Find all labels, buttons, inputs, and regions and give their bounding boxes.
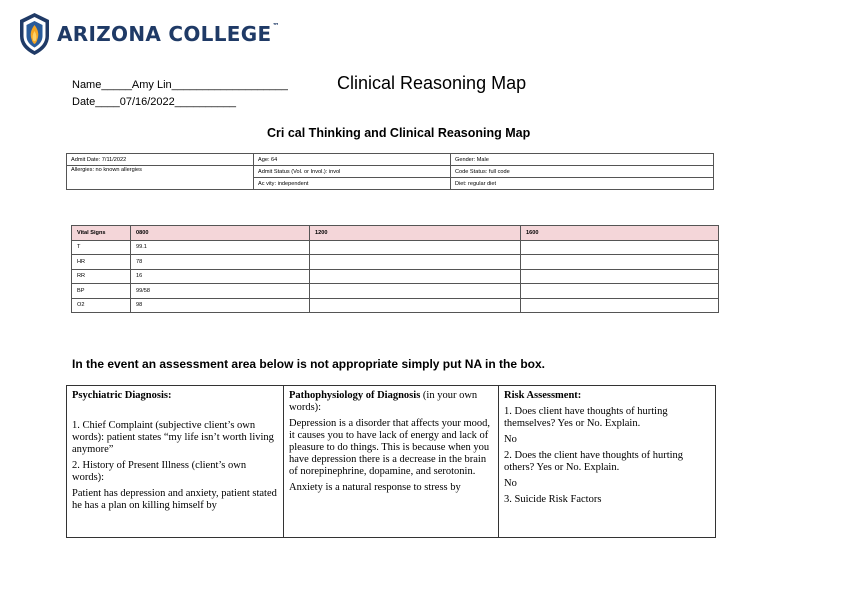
vital-value: 99.1 bbox=[131, 240, 310, 255]
vital-value bbox=[521, 255, 719, 270]
vital-value: 16 bbox=[131, 269, 310, 284]
risk-answer-2: No bbox=[504, 478, 517, 489]
vital-value bbox=[521, 240, 719, 255]
vitals-header-cell: 1600 bbox=[521, 226, 719, 241]
logo-wordmark: ARIZONA COLLEGE™ bbox=[57, 22, 280, 46]
age-cell: Age: 64 bbox=[254, 154, 451, 166]
date-field: Date____07/16/2022__________ bbox=[72, 96, 236, 108]
table-row bbox=[72, 298, 719, 313]
activity-cell: Ac vity: independent bbox=[254, 178, 451, 190]
patho-heading: Pathophysiology of Diagnosis (in your own words): bbox=[289, 390, 478, 413]
risk-assessment-column bbox=[498, 386, 714, 537]
table-row bbox=[72, 269, 719, 284]
vital-label: RR bbox=[72, 269, 131, 284]
vital-value bbox=[310, 240, 521, 255]
vital-label: O2 bbox=[72, 298, 131, 313]
risk-heading: Risk Assessment: bbox=[504, 390, 582, 401]
vital-value bbox=[310, 298, 521, 313]
vitals-header-cell: Vital Signs bbox=[72, 226, 131, 241]
vital-value bbox=[521, 284, 719, 299]
admit-date-cell: Admit Date: 7/11/2022 bbox=[67, 154, 254, 166]
pathophysiology-column bbox=[283, 386, 498, 537]
risk-question-3: 3. Suicide Risk Factors bbox=[504, 494, 602, 505]
risk-answer-1: No bbox=[504, 434, 517, 445]
risk-question-1: 1. Does client have thoughts of hurting themselves? Yes or No. Explain. bbox=[504, 406, 668, 429]
vital-value bbox=[310, 269, 521, 284]
vital-label: BP bbox=[72, 284, 131, 299]
vital-value: 78 bbox=[131, 255, 310, 270]
info-row bbox=[67, 154, 714, 166]
vital-value: 98 bbox=[131, 298, 310, 313]
vitals-header-cell: 1200 bbox=[310, 226, 521, 241]
patient-info-table bbox=[66, 153, 714, 190]
psych-heading: Psychiatric Diagnosis: bbox=[72, 390, 172, 401]
patho-anxiety: Anxiety is a natural response to stress by bbox=[289, 482, 461, 493]
psychiatric-diagnosis-column bbox=[67, 386, 283, 537]
patho-depression: Depression is a disorder that affects your mood, it causes you to have lack of energy and lack of pleasure to do things. This is because when you have depression there is a decrease in the brain of norepinephrine, dopamine, and serotonin. bbox=[289, 418, 491, 477]
vital-label: HR bbox=[72, 255, 131, 270]
vital-label: T bbox=[72, 240, 131, 255]
chief-complaint: 1. Chief Complaint (subjective client’s own words): patient states “my life isn’t worth living anymore” bbox=[72, 420, 274, 455]
vital-signs-table bbox=[71, 225, 719, 313]
page-title: Clinical Reasoning Map bbox=[337, 73, 527, 93]
vital-value bbox=[521, 298, 719, 313]
instruction-note: In the event an assessment area below is not appropriate simply put NA in the box. bbox=[72, 357, 545, 371]
table-row bbox=[72, 255, 719, 270]
code-status-cell: Code Status: full code bbox=[451, 166, 714, 178]
diet-cell: Diet: regular diet bbox=[451, 178, 714, 190]
vital-value: 99/58 bbox=[131, 284, 310, 299]
allergies-cell: Allergies: no known allergies bbox=[67, 166, 254, 190]
admit-status-cell: Admit Status (Vol. or Invol.): invol bbox=[254, 166, 451, 178]
name-field: Name_____Amy Lin___________________ bbox=[72, 79, 288, 91]
table-row bbox=[72, 240, 719, 255]
history-text: Patient has depression and anxiety, patient stated he has a plan on killing himself by bbox=[72, 488, 277, 511]
arizona-college-logo bbox=[18, 12, 280, 56]
gender-cell: Gender: Male bbox=[451, 154, 714, 166]
vital-value bbox=[310, 255, 521, 270]
vitals-header-row bbox=[72, 226, 719, 241]
vital-value bbox=[310, 284, 521, 299]
risk-question-2: 2. Does the client have thoughts of hurting others? Yes or No. Explain. bbox=[504, 450, 684, 473]
table-row bbox=[72, 284, 719, 299]
info-row bbox=[67, 166, 714, 178]
map-subtitle: Cri cal Thinking and Clinical Reasoning Map bbox=[267, 126, 531, 140]
vitals-header-cell: 0800 bbox=[131, 226, 310, 241]
shield-flame-icon bbox=[18, 12, 51, 56]
vital-value bbox=[521, 269, 719, 284]
assessment-table bbox=[66, 385, 716, 538]
history-label: 2. History of Present Illness (client’s own words): bbox=[72, 460, 247, 483]
